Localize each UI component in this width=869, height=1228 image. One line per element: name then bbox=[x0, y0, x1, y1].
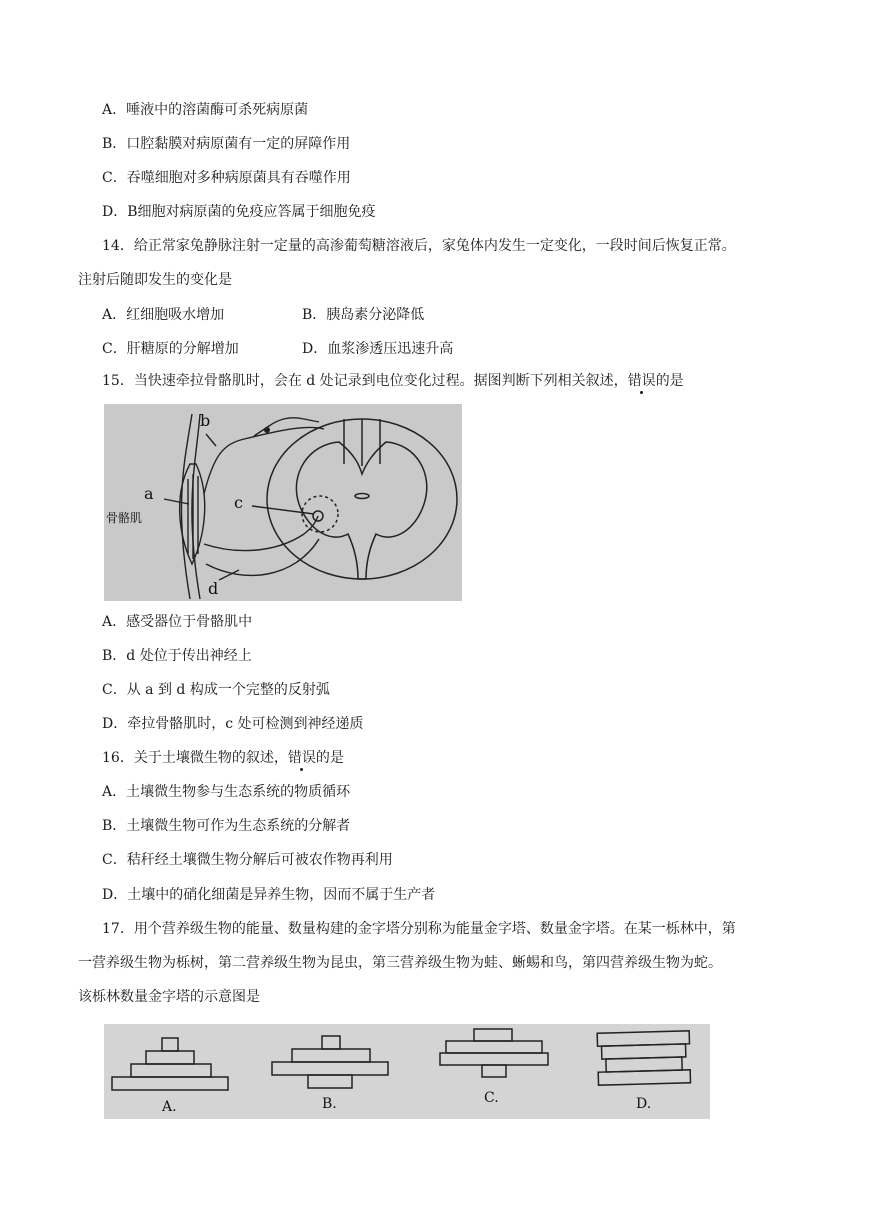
q16-stem-end: 的是 bbox=[315, 750, 344, 766]
q15-stem bbox=[102, 371, 684, 391]
q15-stem-end: 的是 bbox=[655, 373, 684, 389]
pyramid-c bbox=[440, 1029, 548, 1077]
q16-stem-text: 16．关于土壤微生物的叙述， bbox=[102, 750, 288, 766]
q13-option-d: D．B细胞对病原菌的免疫应答属于细胞免疫 bbox=[102, 204, 376, 220]
pyramid-a bbox=[112, 1038, 228, 1090]
spinal-reflex-figure bbox=[104, 404, 462, 601]
q15-option-b: B．d 处位于传出神经上 bbox=[102, 648, 252, 664]
label-a: a bbox=[144, 484, 154, 503]
skeletal-muscle-shape bbox=[180, 414, 205, 599]
q14-option-d: D．血浆渗透压迅速升高 bbox=[302, 341, 454, 357]
q16-option-d: D．土壤中的硝化细菌是异养生物，因而不属于生产者 bbox=[102, 887, 436, 903]
q16-option-a: A．土壤微生物参与生态系统的物质循环 bbox=[102, 784, 351, 800]
spinal-cord-shape bbox=[267, 419, 457, 579]
q13-option-a: A．唾液中的溶菌酶可杀死病原菌 bbox=[102, 102, 309, 118]
q15-option-a: A．感受器位于骨骼肌中 bbox=[102, 614, 253, 630]
pyramid-label-d: D. bbox=[636, 1096, 652, 1112]
pyramid-b bbox=[272, 1036, 388, 1088]
label-d: d bbox=[208, 579, 219, 598]
label-b: b bbox=[200, 411, 211, 430]
q13-option-c: C．吞噬细胞对多种病原菌具有吞噬作用 bbox=[102, 170, 351, 186]
q14-stem-line1: 14．给正常家兔静脉注射一定量的高渗葡萄糖溶液后，家兔体内发生一定变化，一段时间后恢复正常。 bbox=[102, 238, 736, 254]
q14-option-a: A．红细胞吸水增加 bbox=[102, 307, 225, 323]
q15-option-d: D．牵拉骨骼肌时，c 处可检测到神经递质 bbox=[102, 716, 364, 732]
q15-stem-emphasis: 错误 bbox=[627, 373, 656, 389]
q15-stem-text: 15．当快速牵拉骨骼肌时，会在 d 处记录到电位变化过程。据图判断下列相关叙述， bbox=[102, 373, 628, 389]
pyramid-label-c: C. bbox=[484, 1090, 499, 1106]
pyramid-d bbox=[597, 1031, 690, 1085]
q17-stem-line2: 一营养级生物为栎树，第二营养级生物为昆虫，第三营养级生物为蛙、蜥蜴和鸟，第四营养级生物为蛇。 bbox=[78, 955, 722, 971]
pyramid-options-diagram bbox=[104, 1024, 710, 1119]
spinal-reflex-diagram bbox=[104, 404, 462, 601]
q16-stem bbox=[102, 748, 344, 768]
q13-option-b: B．口腔黏膜对病原菌有一定的屏障作用 bbox=[102, 136, 351, 152]
q17-stem-line1: 17．用个营养级生物的能量、数量构建的金字塔分别称为能量金字塔、数量金字塔。在某一栎林中，第 bbox=[102, 921, 736, 937]
pyramid-options-figure bbox=[104, 1024, 710, 1119]
q16-stem-emphasis: 错误 bbox=[287, 750, 316, 766]
label-skeletal-muscle: 骨骼肌 bbox=[106, 511, 143, 525]
ganglion-dot bbox=[264, 427, 270, 433]
pyramid-label-a: A. bbox=[162, 1099, 177, 1115]
q14-stem-line2: 注射后随即发生的变化是 bbox=[78, 272, 232, 288]
q15-option-c: C．从 a 到 d 构成一个完整的反射弧 bbox=[102, 682, 330, 698]
q16-option-b: B．土壤微生物可作为生态系统的分解者 bbox=[102, 818, 351, 834]
label-c: c bbox=[234, 493, 243, 512]
q14-option-c: C．肝糖原的分解增加 bbox=[102, 341, 239, 357]
q14-option-b: B．胰岛素分泌降低 bbox=[302, 307, 425, 323]
q16-option-c: C．秸秆经土壤微生物分解后可被农作物再利用 bbox=[102, 852, 393, 868]
q17-stem-line3: 该栎林数量金字塔的示意图是 bbox=[78, 989, 260, 1005]
pyramid-label-b: B. bbox=[322, 1096, 337, 1112]
